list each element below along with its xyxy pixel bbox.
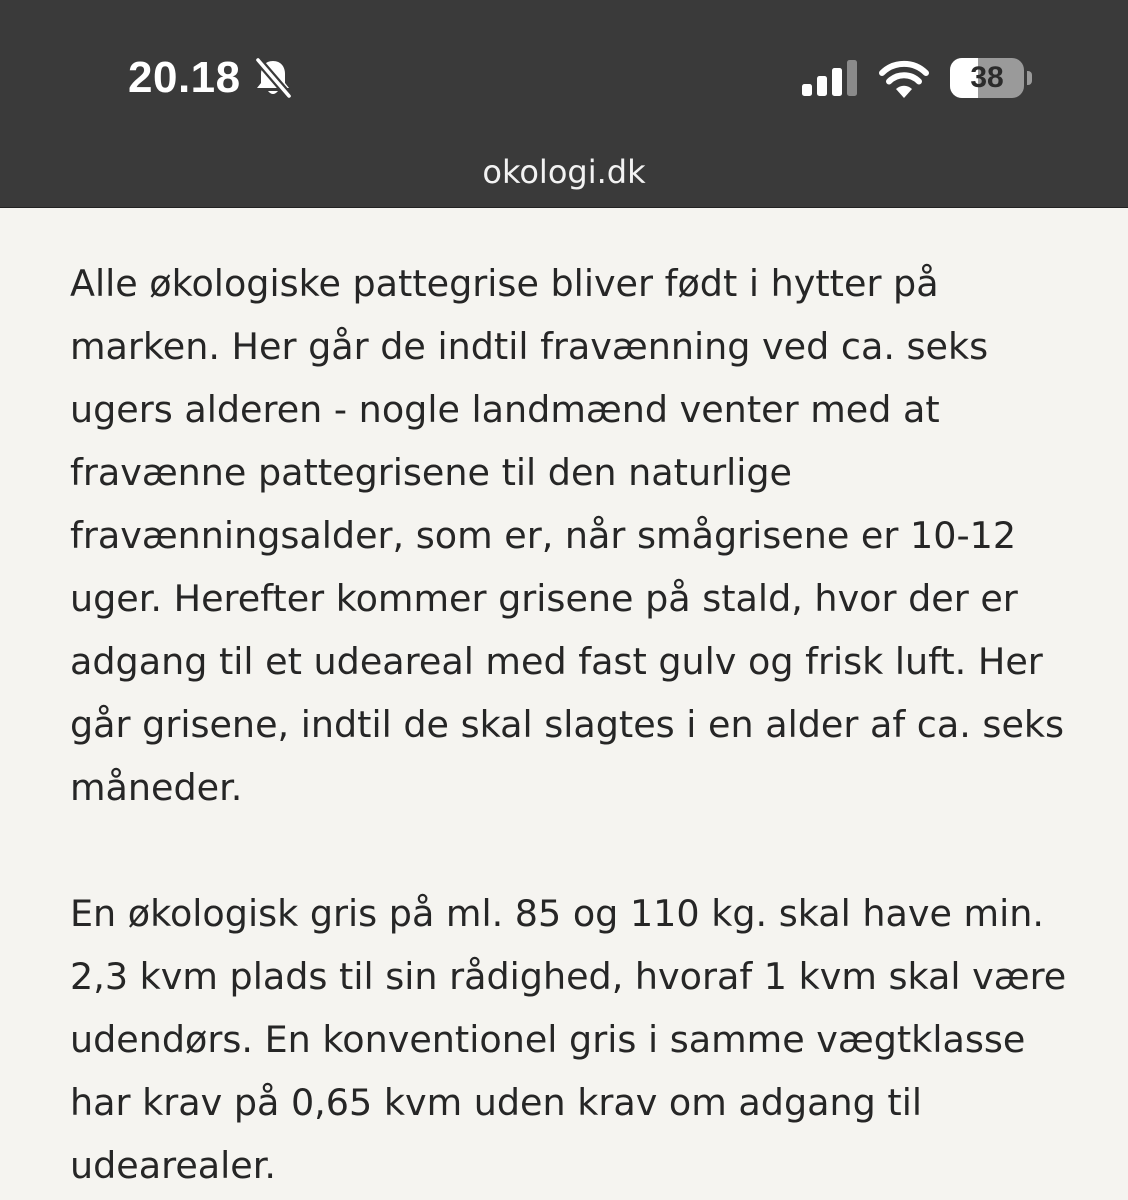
status-bar-right <box>802 50 1032 106</box>
battery-cap <box>1027 71 1032 85</box>
bell-slash-icon <box>253 56 293 100</box>
article-paragraph: En økologisk gris på ml. 85 og 110 kg. skal have min. 2,3 kvm plads til sin rådighed, hvoraf 1 kvm skal være udendørs. En konventionel gris i samme vægtklasse har krav på 0,65 kvm uden krav om adgang til udearealer. <box>70 892 1067 1187</box>
battery-body <box>950 58 1024 98</box>
battery-percentage: 38 <box>970 61 1004 94</box>
battery-indicator <box>950 58 1032 98</box>
status-time: 20.18 <box>128 53 241 102</box>
status-bar-left <box>128 50 293 106</box>
article-content <box>70 252 1070 1197</box>
browser-top-bar <box>0 0 1128 208</box>
cellular-signal-icon <box>802 60 860 96</box>
article-paragraph: Alle økologiske pattegrise bliver født i hytter på marken. Her går de indtil fravænning ved ca. seks ugers alderen - nogle landmænd venter med at fravænne pattegrisene til den naturlige fravænningsalder, som er, når smågrisene er 10-12 uger. Herefter kommer grisene på stald, hvor der er adgang til et udeareal med fast gulv og frisk luft. Her går grisene, indtil de skal slagtes i en alder af ca. seks måneder. <box>70 262 1065 809</box>
address-bar-url[interactable]: okologi.dk <box>482 153 646 191</box>
wifi-icon <box>878 58 930 98</box>
